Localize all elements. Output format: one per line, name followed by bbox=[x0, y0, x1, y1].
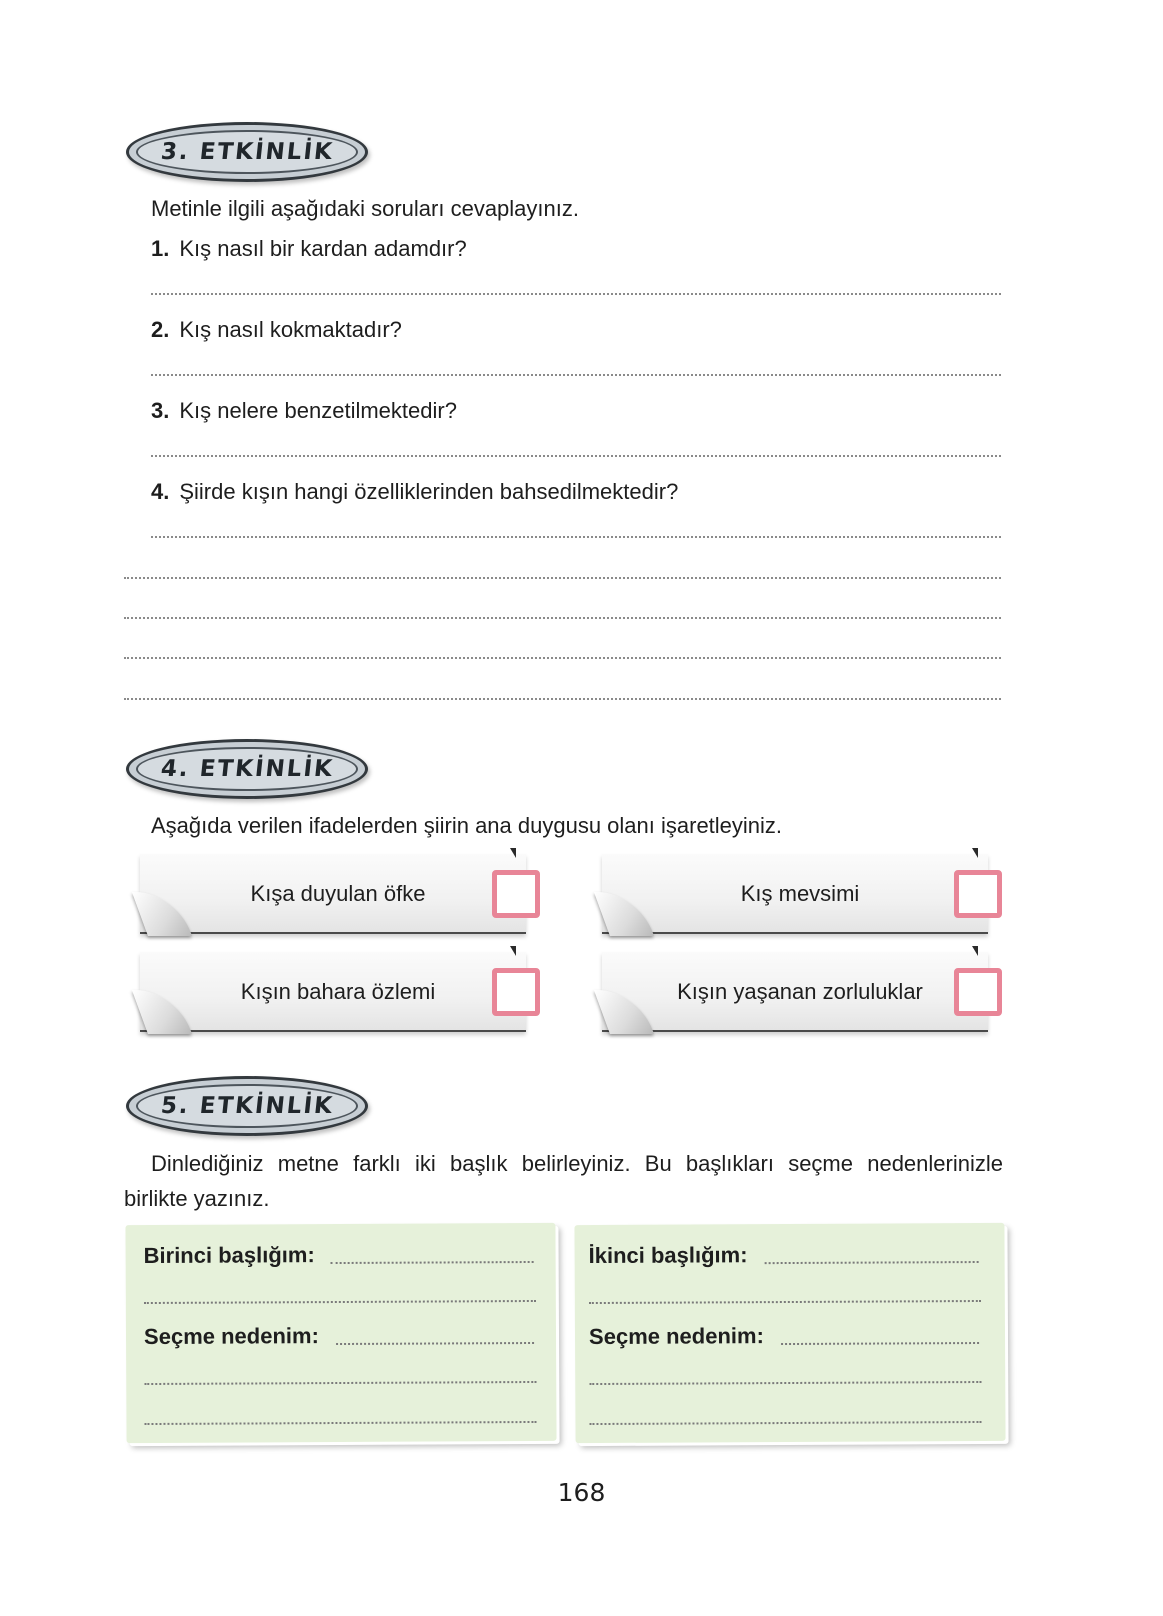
answer-line-1[interactable] bbox=[151, 293, 1001, 295]
option-card-3[interactable] bbox=[140, 952, 540, 1034]
activity5-instruction-line1: Dinlediğiniz metne farklı iki başlık belirleyiniz. Bu başlıkları seçme nedenlerinizle bbox=[151, 1151, 1003, 1176]
question-4 bbox=[151, 479, 678, 505]
activity5-instruction-line2: birlikte yazınız. bbox=[124, 1186, 270, 1211]
question-2 bbox=[151, 317, 402, 343]
question-2-text: Kış nasıl kokmaktadır? bbox=[179, 317, 402, 342]
left-title-label: Birinci başlığım: bbox=[143, 1242, 315, 1269]
question-4-text: Şiirde kışın hangi özelliklerinden bahsedilmektedir? bbox=[179, 479, 679, 504]
right-title-line-2[interactable] bbox=[589, 1300, 981, 1304]
question-1-text: Kış nasıl bir kardan adamdır? bbox=[179, 236, 467, 261]
activity3-badge-text: 3. ETKİNLİK bbox=[159, 139, 335, 165]
question-2-number: 2. bbox=[151, 317, 170, 342]
activity3-badge-inner bbox=[136, 130, 358, 174]
question-3-number: 3. bbox=[151, 398, 170, 423]
question-1 bbox=[151, 236, 467, 262]
right-title-panel bbox=[574, 1223, 1005, 1443]
answer-line-2[interactable] bbox=[151, 374, 1001, 376]
left-reason-line[interactable] bbox=[336, 1342, 534, 1345]
left-reason-line-3[interactable] bbox=[144, 1421, 536, 1425]
option-card-2[interactable] bbox=[602, 854, 1002, 936]
option-checkbox-1[interactable] bbox=[492, 870, 540, 918]
answer-line-4b[interactable] bbox=[124, 577, 1001, 579]
option-card-4[interactable] bbox=[602, 952, 1002, 1034]
right-reason-line[interactable] bbox=[781, 1342, 979, 1345]
activity4-badge-text: 4. ETKİNLİK bbox=[159, 756, 335, 782]
activity4-badge-inner bbox=[136, 747, 358, 791]
activity4-badge bbox=[126, 739, 368, 799]
answer-line-3[interactable] bbox=[151, 455, 1001, 457]
option-label-2: Kış mevsimi bbox=[740, 881, 860, 906]
option-checkbox-4[interactable] bbox=[954, 968, 1002, 1016]
right-reason-line-3[interactable] bbox=[589, 1421, 981, 1425]
right-title-label: İkinci başlığım: bbox=[588, 1242, 748, 1269]
page-number: 168 bbox=[557, 1478, 606, 1507]
left-reason-line-2[interactable] bbox=[144, 1381, 536, 1385]
option-label-1: Kışa duyulan öfke bbox=[250, 881, 426, 906]
option-card-1[interactable] bbox=[140, 854, 540, 936]
right-title-line[interactable] bbox=[765, 1261, 979, 1264]
right-reason-label: Seçme nedenim: bbox=[588, 1323, 764, 1350]
left-title-line[interactable] bbox=[331, 1261, 534, 1264]
activity5-badge bbox=[126, 1076, 368, 1136]
answer-line-4c[interactable] bbox=[124, 617, 1001, 619]
answer-line-4d[interactable] bbox=[124, 657, 1001, 659]
question-3 bbox=[151, 398, 457, 424]
right-reason-line-2[interactable] bbox=[589, 1381, 981, 1385]
left-title-line-2[interactable] bbox=[144, 1300, 536, 1304]
activity5-badge-inner bbox=[136, 1084, 358, 1128]
option-checkbox-3[interactable] bbox=[492, 968, 540, 1016]
activity4-instruction: Aşağıda verilen ifadelerden şiirin ana duygusu olanı işaretleyiniz. bbox=[151, 813, 783, 838]
question-1-number: 1. bbox=[151, 236, 170, 261]
option-checkbox-2[interactable] bbox=[954, 870, 1002, 918]
activity3-instruction: Metinle ilgili aşağıdaki soruları cevaplayınız. bbox=[151, 196, 579, 221]
activity3-badge bbox=[126, 122, 368, 182]
left-reason-label: Seçme nedenim: bbox=[143, 1323, 319, 1350]
answer-line-4e[interactable] bbox=[124, 698, 1001, 700]
left-title-panel bbox=[125, 1223, 556, 1443]
option-label-4: Kışın yaşanan zorluluklar bbox=[677, 979, 923, 1004]
activity5-badge-text: 5. ETKİNLİK bbox=[159, 1093, 335, 1119]
question-4-number: 4. bbox=[151, 479, 170, 504]
option-label-3: Kışın bahara özlemi bbox=[240, 979, 436, 1004]
answer-line-4a[interactable] bbox=[151, 536, 1001, 538]
question-3-text: Kış nelere benzetilmektedir? bbox=[179, 398, 457, 423]
